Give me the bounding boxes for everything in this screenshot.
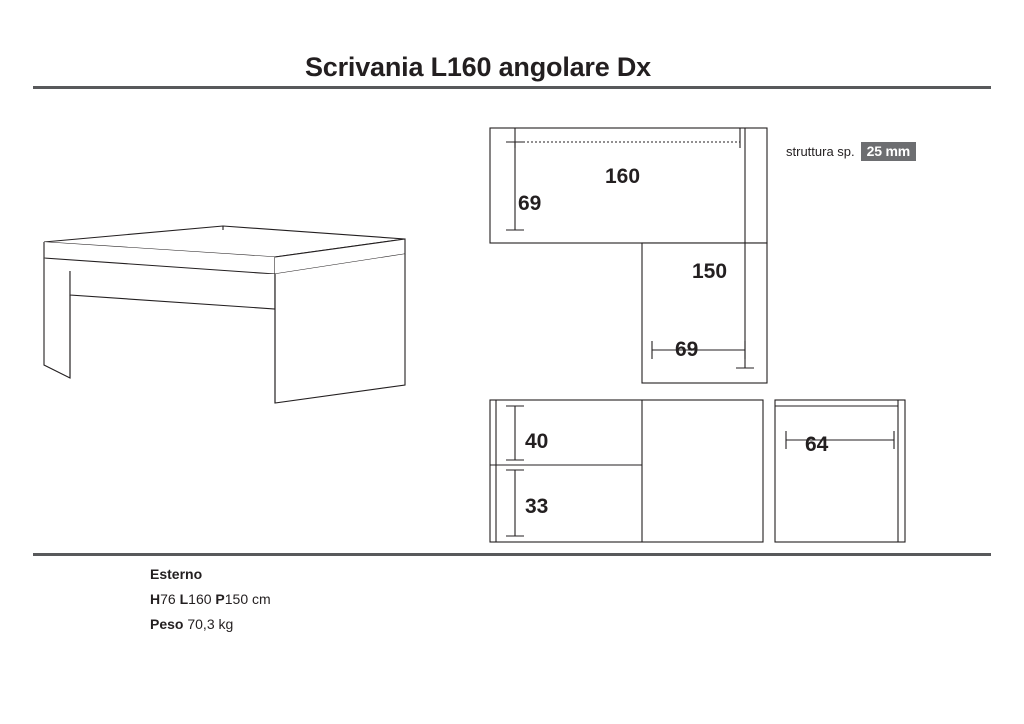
dimension-front-upper: 40 [525,430,549,453]
dimension-side-width: 64 [805,433,829,456]
divider-bottom [33,553,991,556]
divider-top [33,86,991,89]
specs-dimensions-row [110,591,510,607]
height-value: 76 [160,591,176,607]
weight-label: Peso [150,616,184,632]
specs-block [110,566,510,641]
depth-label: P [215,591,225,607]
page-title: Scrivania L160 angolare Dx [305,52,651,82]
specs-heading: Esterno [150,566,203,582]
dimension-top-depth: 69 [518,192,542,215]
dimension-return-length: 150 [692,260,728,283]
dimension-return-depth: 69 [675,338,699,361]
structure-thickness-label: struttura sp. [786,144,855,159]
structure-thickness-note [786,142,916,161]
height-label: H [150,591,161,607]
specs-weight-row [110,616,510,632]
width-label: L [179,591,189,607]
unit-label: cm [252,591,271,607]
technical-drawings [470,110,930,550]
dimension-front-lower: 33 [525,495,549,518]
perspective-drawing [30,215,425,425]
weight-value: 70,3 kg [187,616,234,632]
width-value: 160 [188,591,212,607]
dimension-top-width: 160 [605,165,641,188]
structure-thickness-badge: 25 mm [861,142,916,161]
depth-value: 150 [224,591,249,607]
